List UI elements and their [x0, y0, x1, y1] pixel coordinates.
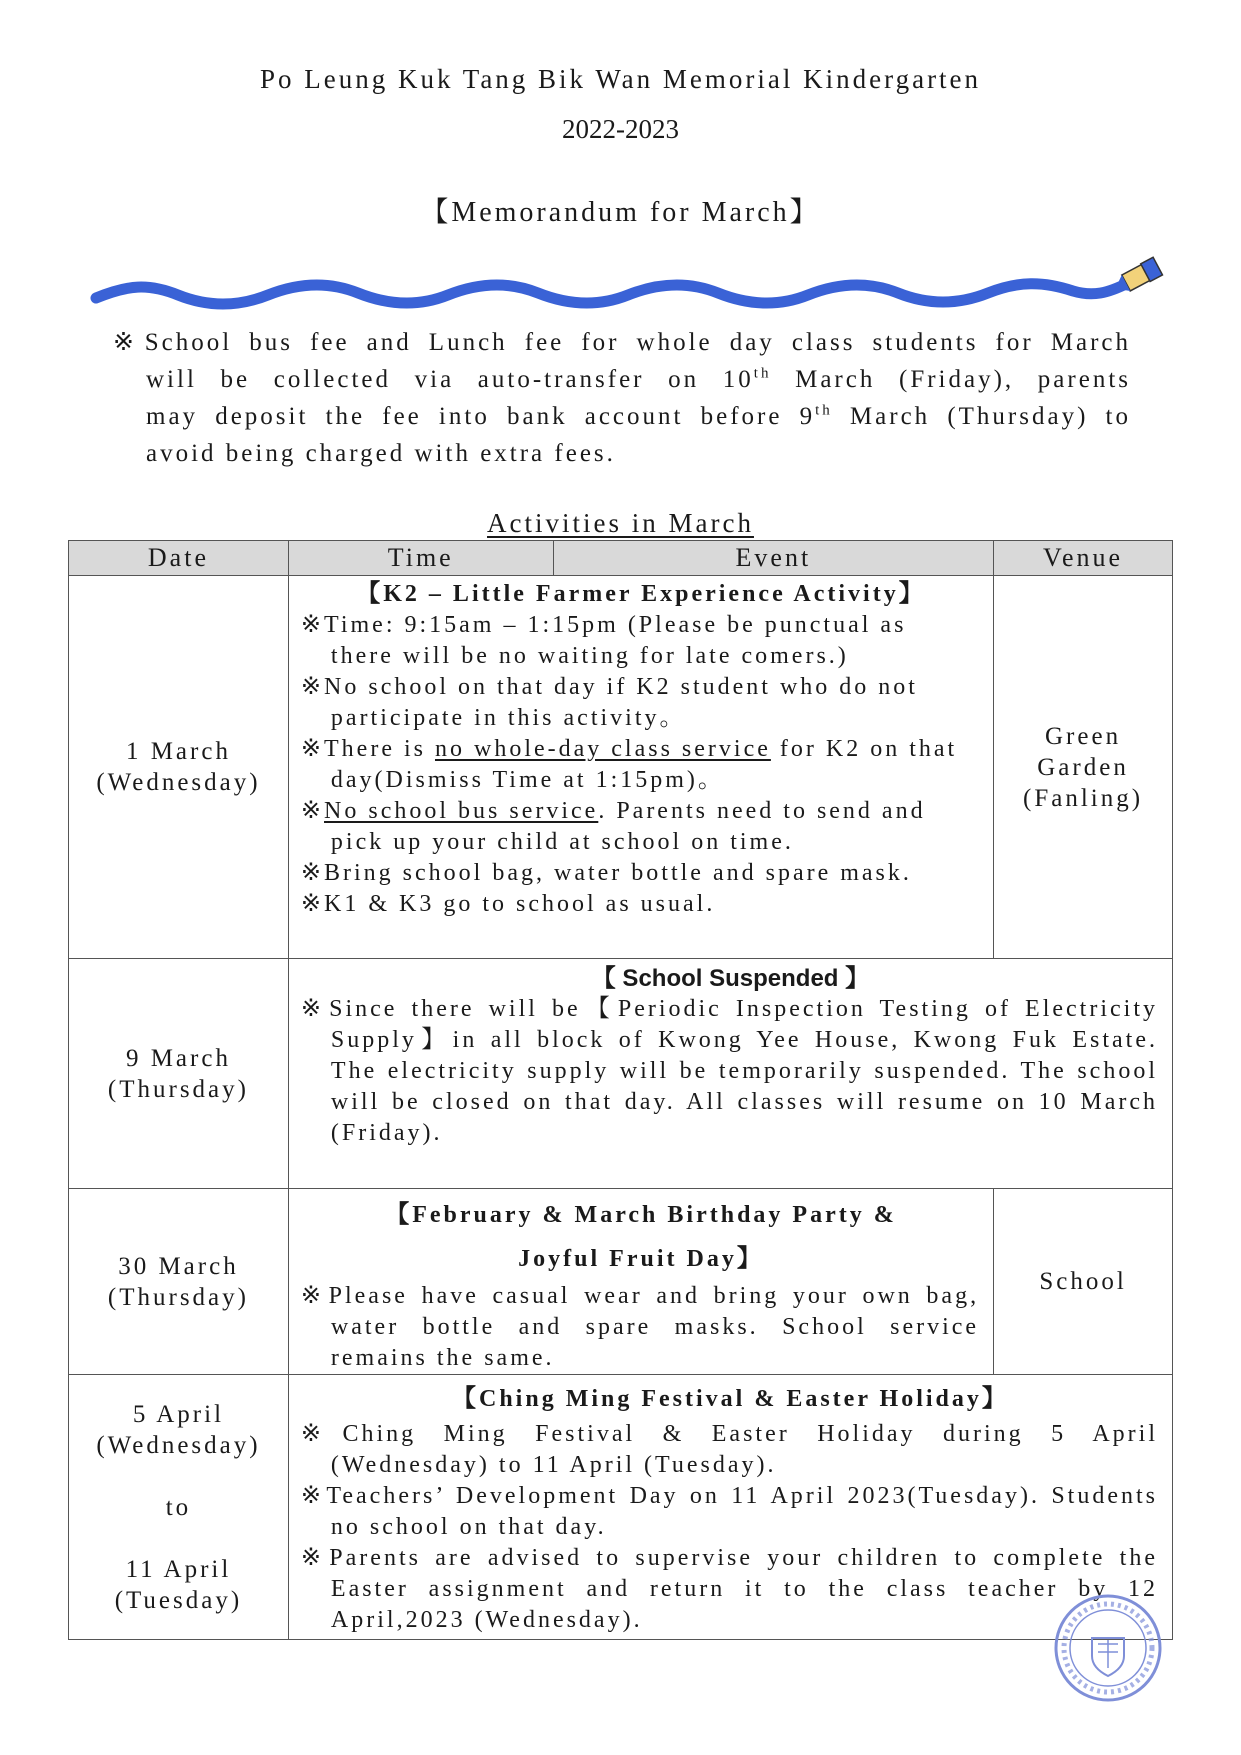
event-item: ※Time: 9:15am – 1:15pm (Please be punctual as there will be no waiting for late comers.) — [300, 612, 907, 669]
event-heading: Joyful Fruit Day】 — [518, 1246, 764, 1272]
venue-cell: Green Garden (Fanling) — [994, 576, 1173, 959]
event-cell — [288, 576, 993, 959]
header-venue: Venue — [994, 541, 1173, 576]
notice-line-2: will be collected via auto-transfer on 10th March (Friday), parents — [146, 365, 1131, 393]
event-item: ※Bring school bag, water bottle and spare mask. — [300, 860, 912, 886]
table-row — [69, 1375, 1173, 1640]
activities-title: Activities in March — [487, 508, 754, 538]
event-item: ※Since there will be【Periodic Inspection Testing of Electricity Supply】in all block of Kwong Yee House, Kwong Fuk Estate. The electricity supply will be temporarily suspended. The school will be closed on that day. All classes will resume on 10 March (Friday). — [300, 996, 1158, 1146]
table-row — [69, 576, 1173, 959]
school-seal-stamp — [1052, 1592, 1164, 1704]
notice-line-4: avoid being charged with extra fees. — [146, 440, 616, 467]
school-year: 2022-2023 — [562, 114, 679, 144]
header-time: Time — [288, 541, 553, 576]
header-date: Date — [69, 541, 289, 576]
event-cell — [288, 1189, 993, 1375]
date-cell: 30 March (Thursday) — [69, 1189, 289, 1375]
table-row — [69, 1189, 1173, 1375]
event-item: ※Please have casual wear and bring your own bag, water bottle and spare masks. School service remains the same. — [300, 1283, 980, 1371]
date-cell: 1 March (Wednesday) — [69, 576, 289, 959]
notice-line-1: ※School bus fee and Lunch fee for whole day class students for March — [113, 329, 1131, 356]
event-item: ※No school on that day if K2 student who do not participate in this activity。 — [300, 674, 918, 731]
crayon-wave-decoration — [88, 255, 1188, 315]
event-cell — [288, 1375, 1172, 1640]
header-event: Event — [553, 541, 993, 576]
event-heading: 【 School Suspended 】 — [591, 965, 870, 992]
event-item: ※Parents are advised to supervise your children to complete the Easter assignment and return it to the class teacher by 12 April,2023 (Wednesday). — [300, 1545, 1158, 1633]
event-heading: 【K2 – Little Farmer Experience Activity】 — [356, 581, 926, 607]
event-cell — [288, 959, 1172, 1189]
table-row — [69, 959, 1173, 1189]
event-item: ※Ching Ming Festival & Easter Holiday during 5 April (Wednesday) to 11 April (Tuesday). — [300, 1421, 1158, 1478]
date-cell: 5 April (Wednesday) to 11 April (Tuesday) — [69, 1375, 289, 1640]
school-name: Po Leung Kuk Tang Bik Wan Memorial Kindergarten — [259, 64, 982, 94]
event-item: ※Teachers’ Development Day on 11 April 2023(Tuesday). Students no school on that day. — [300, 1483, 1158, 1540]
date-cell: 9 March (Thursday) — [69, 959, 289, 1189]
memo-title: 【Memorandum for March】 — [420, 197, 821, 228]
table-header-row — [69, 541, 1173, 576]
activities-table — [68, 540, 1173, 1640]
event-item: ※No school bus service. Parents need to send and pick up your child at school on time. — [300, 798, 926, 855]
venue-cell: School — [994, 1189, 1173, 1375]
event-item: ※K1 & K3 go to school as usual. — [300, 891, 716, 917]
event-heading: 【Ching Ming Festival & Easter Holiday】 — [452, 1386, 1009, 1412]
event-item: ※There is no whole-day class service for K2 on that day(Dismiss Time at 1:15pm)。 — [300, 736, 958, 793]
event-heading: 【February & March Birthday Party & — [385, 1202, 897, 1228]
fee-notice — [113, 324, 1131, 472]
notice-line-3: may deposit the fee into bank account before 9th March (Thursday) to — [146, 402, 1132, 430]
